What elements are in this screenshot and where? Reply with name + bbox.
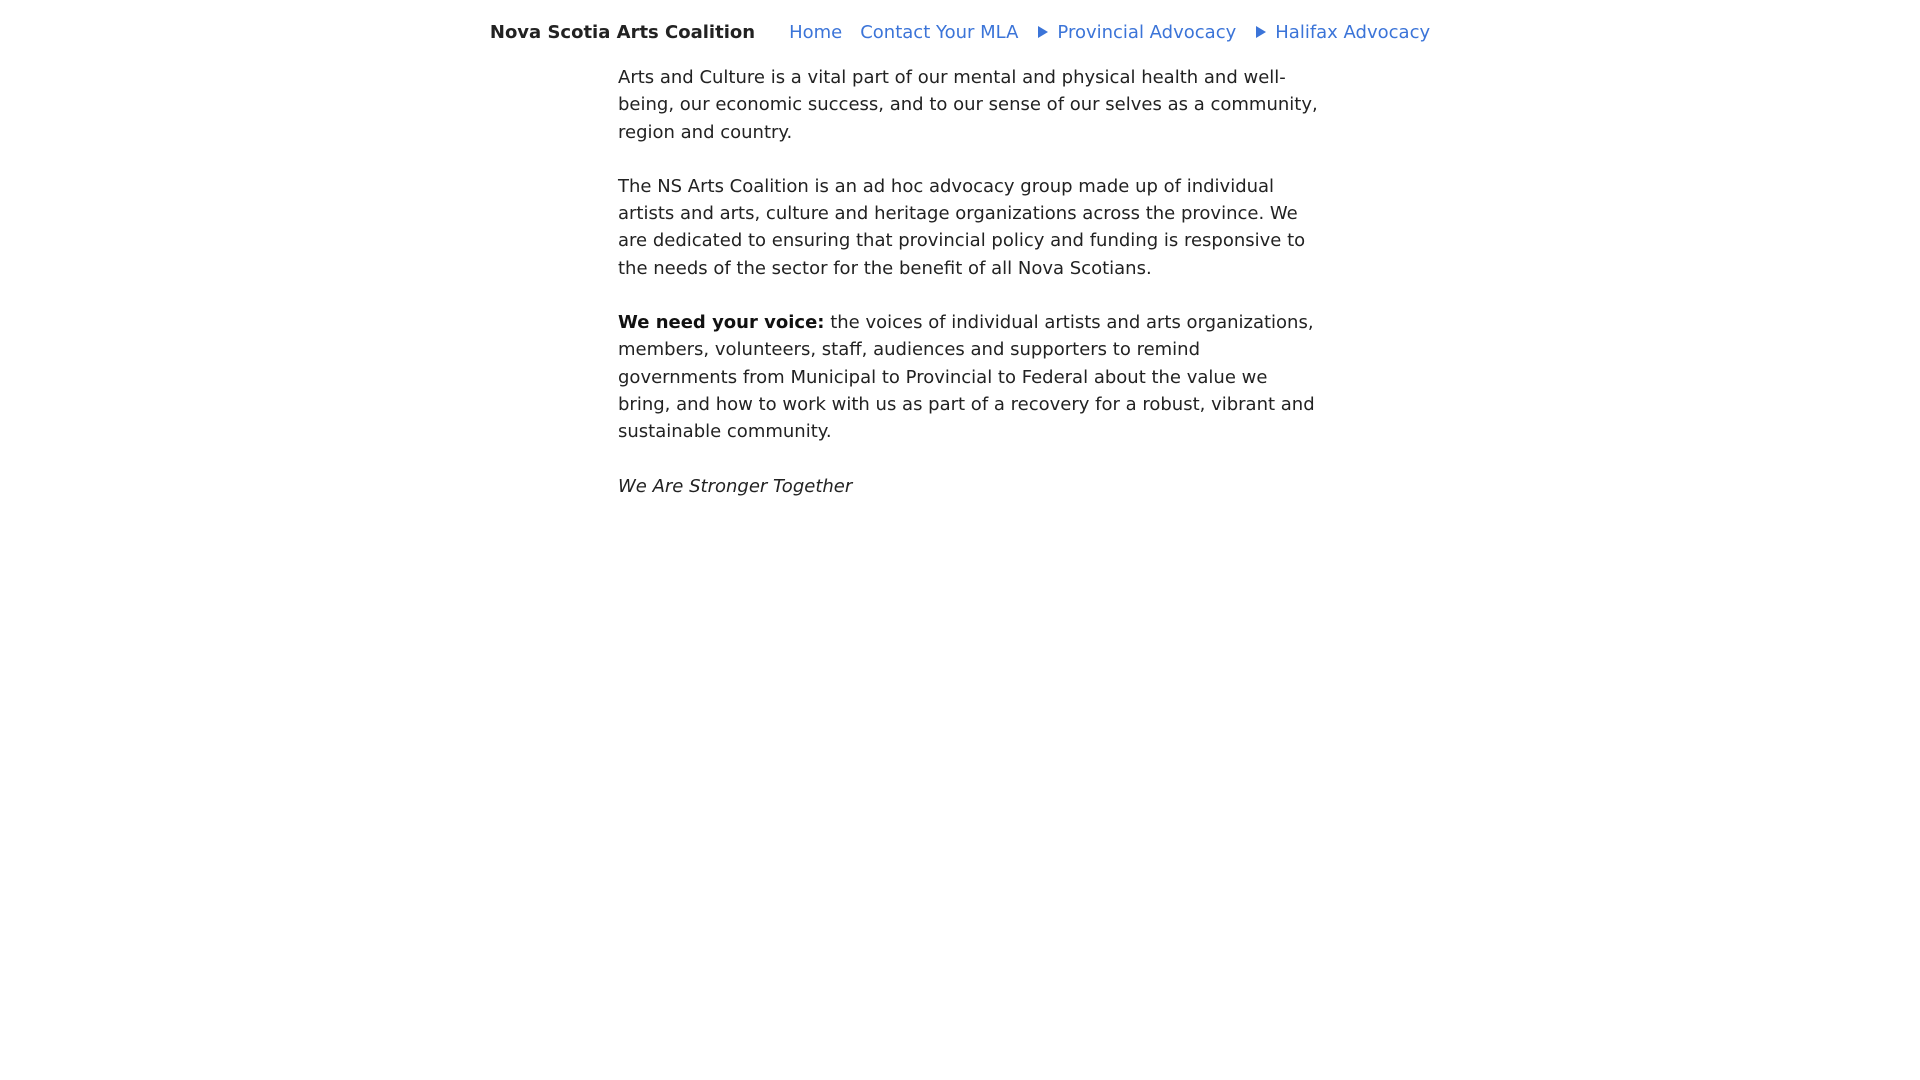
- top-navigation: [0, 0, 1920, 64]
- nav-link-contact-mla[interactable]: [860, 22, 1018, 43]
- intro-paragraph: Arts and Culture is a vital part of our mental and physical health and well-being, our economic success, and to our sense of our selves as a community, region and country.: [618, 67, 1318, 143]
- nav-link-label: Contact Your MLA: [860, 21, 1019, 43]
- tagline: We Are Stronger Together: [618, 475, 853, 497]
- call-to-action-lead: We need your voice:: [618, 312, 825, 334]
- nav-item-home: [789, 22, 842, 43]
- nav-item-provincial-advocacy: [1036, 22, 1236, 43]
- nav-item-contact-mla: [860, 22, 1018, 43]
- nav-item-halifax-advocacy: [1254, 22, 1430, 43]
- main-content: [618, 64, 1318, 527]
- call-to-action-body: the voices of individual artists and arts organizations, members, volunteers, staff, audiences and supporters to remind governments from Municipal to Provincial to Federal about the value we bring, and how to work with us as part of a recovery for a robust, vibrant and sustainable community.: [618, 312, 1315, 443]
- nav-menu: [789, 22, 1430, 43]
- nav-link-label: Provincial Advocacy: [1057, 21, 1237, 43]
- disclosure-triangle-icon: [1038, 26, 1048, 38]
- call-to-action-paragraph: [618, 309, 1318, 445]
- nav-container: [490, 22, 1430, 43]
- tagline-paragraph: [618, 473, 1318, 500]
- nav-link-home[interactable]: [789, 22, 842, 43]
- site-brand-link[interactable]: Nova Scotia Arts Coalition: [489, 21, 756, 43]
- nav-link-label: Halifax Advocacy: [1275, 21, 1431, 43]
- nav-dropdown-provincial-advocacy[interactable]: [1036, 22, 1236, 43]
- nav-dropdown-halifax-advocacy[interactable]: [1254, 22, 1430, 43]
- nav-link-label: Home: [789, 21, 843, 43]
- about-paragraph: The NS Arts Coalition is an ad hoc advocacy group made up of individual artists and arts, culture and heritage organizations across the province. We are dedicated to ensuring that provincial policy and funding is responsive to the needs of the sector for the benefit of all Nova Scotians.: [618, 175, 1306, 279]
- disclosure-triangle-icon: [1256, 26, 1266, 38]
